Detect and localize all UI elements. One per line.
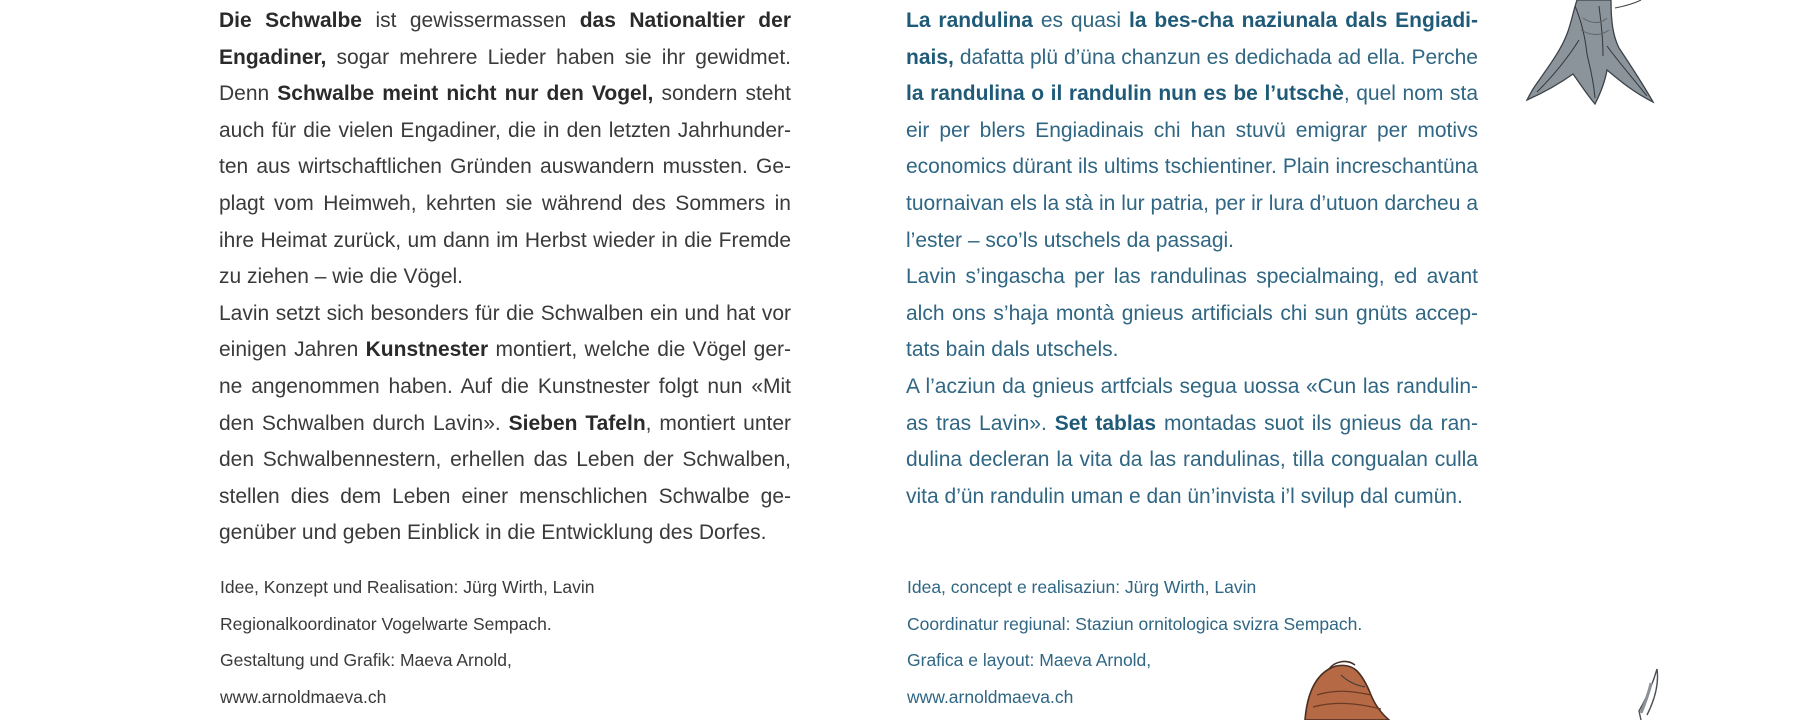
bold-text: La randulina: [906, 9, 1033, 32]
bold-text: Set tablas: [1054, 411, 1157, 435]
romansh-paragraph-2: [906, 259, 1478, 369]
credit-line: Coordinatur regiunal: Staziun ornitologica svizra Sempach.: [907, 613, 1363, 634]
text-run: sondern steht auch für die vielen Engadiner, die in den letzten Jahrhunderten aus wirtschaftlichen Gründen auswandern mussten. Geplagt vom Heimweh, kehrten sie während des Sommers in ihre Heimat zurück, um dann im Herbst wieder in die Fremde zu ziehen – wie die Vögel.: [219, 82, 791, 289]
credit-line: Regionalkoordinator Vogelwarte Sempach.: [220, 613, 552, 634]
text-run: es quasi: [1032, 9, 1129, 32]
text-run: A l’acziun da gnieus artfcials segua uossa «Cun las randulinas tras Lavin».: [906, 374, 1478, 435]
german-body: [219, 3, 791, 552]
website-text: www.arnoldmaeva.ch: [220, 686, 387, 707]
bold-text: Die Schwalbe: [219, 9, 362, 32]
romansh-column: [906, 0, 1478, 515]
swallow-nest-illustration: [1295, 655, 1675, 720]
text-run: montadas suot ils gnieus da randulina decleran la vita da las randulinas, tilla congualan culla vita d’ün randulin uman e dan ün’invista i’l svilup dal cumün.: [906, 411, 1478, 508]
credit-line: Gestaltung und Grafik: Maeva Arnold,: [220, 650, 512, 671]
romansh-paragraph-1: [906, 3, 1478, 259]
text-run: Lavin setzt sich besonders für die Schwalben ein und hat vor einigen Jahren: [219, 301, 791, 362]
bold-text: la randulina o il randulin nun es be l’utschè: [906, 82, 1344, 106]
romansh-paragraph-3: [906, 369, 1478, 515]
bold-text: Sieben Tafeln: [508, 411, 646, 435]
german-column: [219, 0, 791, 552]
credit-line: Grafica e layout: Maeva Arnold,: [907, 650, 1152, 671]
text-run: , quel nom sta eir per blers Engiadinais chi han stuvü emigrar per motivs economics dürant ils ultims tschientiner. Plain increschantüna tuornaivan els la stà in lur patria, per ir lura d’utuon darcheu a l’ester – sco’ls utschels da passagi.: [906, 82, 1478, 252]
text-run: dafatta plü d’üna chanzun es dedichada ad ella. Perche: [953, 45, 1478, 69]
german-paragraph-2: [219, 296, 791, 552]
german-credits: [220, 569, 595, 715]
swallow-tail-illustration: [1515, 0, 1675, 110]
german-paragraph-1: [219, 3, 791, 296]
text-run: ist gewissermassen: [362, 9, 580, 32]
text-run: Lavin s’ingascha per las randulinas specialmaing, ed avant alch ons s’haja montà gnieus artificials chi sun gnüts acceptats bain dals utschels.: [906, 265, 1478, 362]
bold-text: la bes-cha naziunala dals Engiadinais,: [906, 9, 1479, 69]
bold-text: Schwalbe meint nicht nur den Vogel,: [277, 82, 654, 106]
credit-line: Idea, concept e realisaziun: Jürg Wirth, Lavin: [907, 577, 1257, 597]
bold-text: Kunstnester: [365, 338, 489, 362]
text-run: , montiert unter den Schwalbennestern, erhellen das Leben der Schwalben, stellen dies dem Leben einer menschlichen Schwalbe gegenüber und geben Einblick in die Entwicklung des Dorfes.: [219, 411, 792, 545]
website-text: www.arnoldmaeva.ch: [907, 686, 1074, 707]
bold-text: das Nationaltier der Engadiner,: [219, 9, 791, 69]
romansh-body: [906, 3, 1478, 515]
romansh-credits: [907, 569, 1362, 715]
text-run: sogar mehrere Lieder haben sie ihr gewidmet. Denn: [219, 45, 791, 106]
credit-line: Idee, Konzept und Realisation: Jürg Wirth, Lavin: [220, 577, 595, 597]
text-run: montiert, welche die Vögel gerne angenommen haben. Auf die Kunstnester folgt nun «Mit den Schwalben durch Lavin».: [219, 338, 791, 435]
